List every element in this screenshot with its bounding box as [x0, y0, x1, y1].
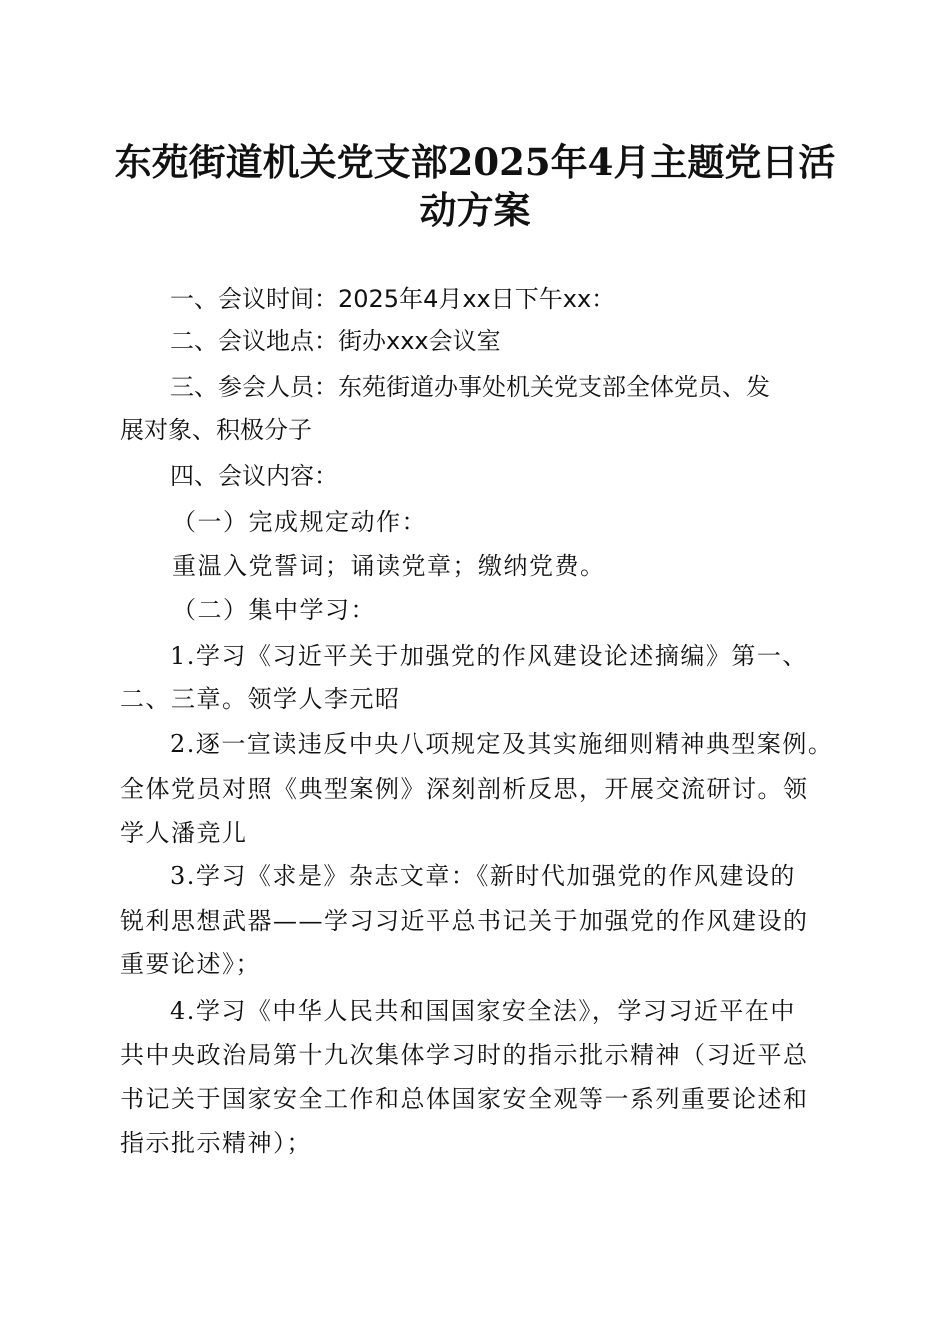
section-2-heading: （二）集中学习： — [172, 596, 376, 624]
section-1-heading: （一）完成规定动作： — [172, 508, 427, 536]
meeting-attendees-line-2: 展对象、积极分子 — [120, 416, 312, 444]
section-1-body: 重温入党誓词；诵读党章；缴纳党费。 — [172, 552, 606, 580]
study-item-4-line-2: 共中央政治局第十九次集体学习时的指示批示精神（习近平总 — [120, 1041, 809, 1069]
study-item-3-line-2: 锐利思想武器——学习习近平总书记关于加强党的作风建设的 — [120, 907, 809, 935]
meeting-time: 一、会议时间：2025年4月xx日下午xx： — [170, 285, 616, 313]
study-item-1-line-2: 二、三章。领学人李元昭 — [120, 685, 401, 713]
meeting-content-heading: 四、会议内容： — [170, 462, 338, 490]
study-item-4-line-3: 书记关于国家安全工作和总体国家安全观等一系列重要论述和 — [120, 1085, 809, 1113]
meeting-attendees-line-1: 三、参会人员：东苑街道办事处机关党支部全体党员、发 — [170, 373, 770, 401]
study-item-3-line-3: 重要论述》； — [120, 950, 261, 978]
study-item-4-line-1: 4.学习《中华人民共和国国家安全法》，学习习近平在中 — [170, 997, 796, 1025]
study-item-2-line-2: 全体党员对照《典型案例》深刻剖析反思，开展交流研讨。领 — [120, 775, 809, 803]
document-title-line-1: 东苑街道机关党支部2025年4月主题党日活 — [114, 140, 836, 184]
study-item-4-line-4: 指示批示精神）； — [120, 1129, 312, 1157]
study-item-3-line-1: 3.学习《求是》杂志文章：《新时代加强党的作风建设的 — [170, 862, 796, 890]
study-item-2-line-1: 2.逐一宣读违反中央八项规定及其实施细则精神典型案例。 — [170, 730, 834, 758]
meeting-place: 二、会议地点：街办xxx会议室 — [170, 327, 501, 355]
document-title-line-2: 动方案 — [419, 188, 531, 232]
study-item-2-line-3: 学人潘竞儿 — [120, 819, 248, 847]
study-item-1-line-1: 1.学习《习近平关于加强党的作风建设论述摘编》第一、 — [170, 642, 808, 670]
